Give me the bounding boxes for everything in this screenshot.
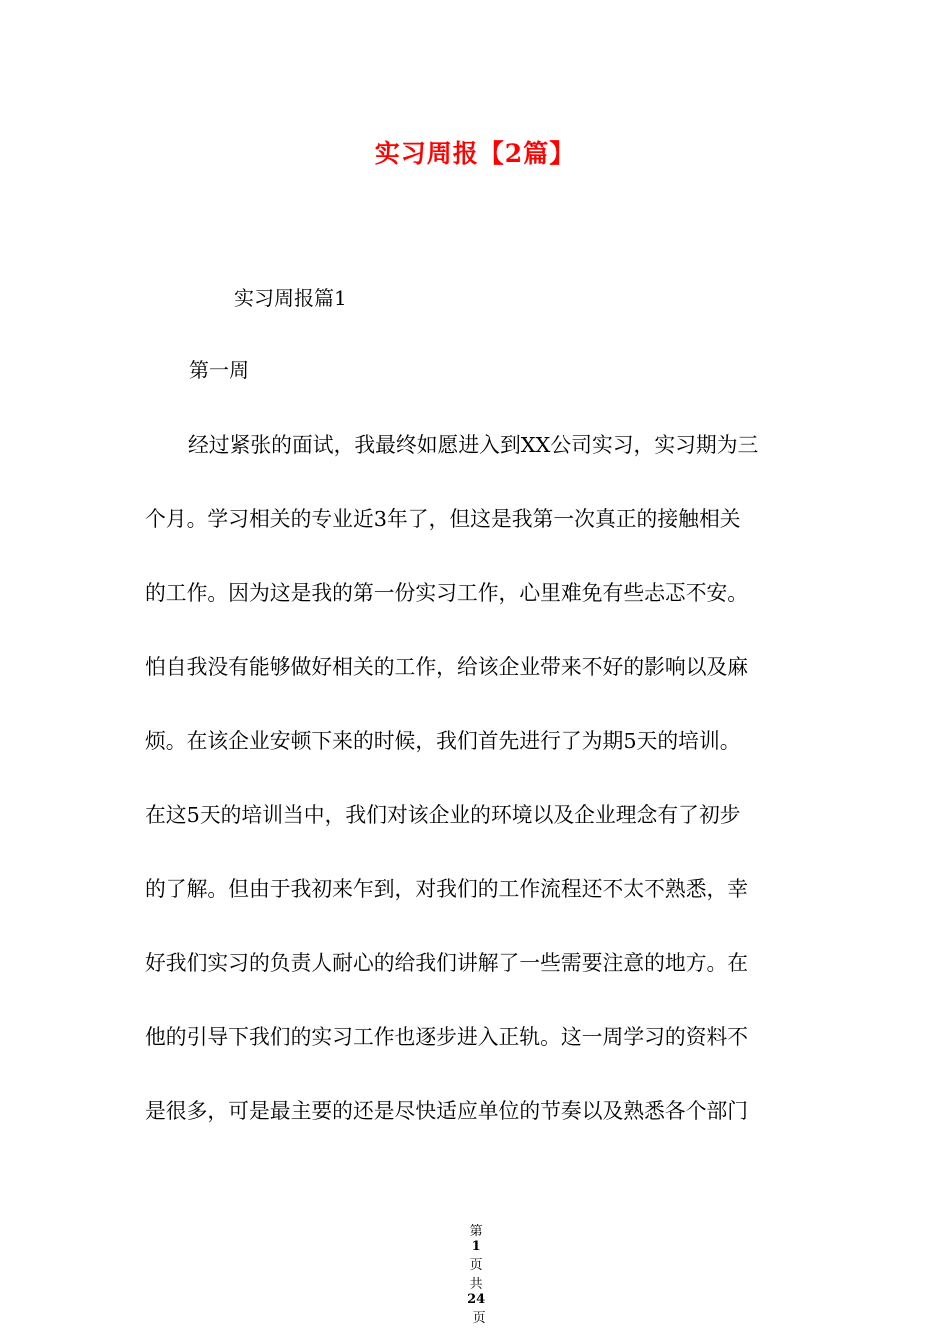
total-suffix: 页: [472, 1311, 486, 1326]
paragraph-line: 他的引导下我们的实习工作也逐步进入正轨。这一周学习的资料不: [145, 1025, 749, 1049]
paragraph-line: 好我们实习的负责人耐心的给我们讲解了一些需要注意的地方。在: [145, 951, 749, 975]
page-footer: [0, 1205, 950, 1326]
total-prefix: 共: [469, 1277, 483, 1292]
section-heading: 第一周: [189, 358, 249, 382]
page-prefix: 第: [469, 1224, 483, 1239]
total-pages-number: 24: [467, 1292, 486, 1307]
article-heading: 实习周报篇1: [234, 286, 347, 310]
paragraph-line: 个月。学习相关的专业近3年了，但这是我第一次真正的接触相关: [145, 507, 741, 531]
current-page-number: 1: [471, 1239, 481, 1254]
paragraph-line: 的工作。因为这是我的第一份实习工作，心里难免有些忐忑不安。: [145, 581, 749, 605]
body-paragraph: [145, 420, 810, 1160]
document-title: 实习周报【2篇】: [374, 139, 576, 168]
paragraph-line: 烦。在该企业安顿下来的时候，我们首先进行了为期5天的培训。: [145, 729, 741, 753]
paragraph-line: 怕自我没有能够做好相关的工作，给该企业带来不好的影响以及麻: [145, 655, 749, 679]
page-word: 页: [469, 1258, 483, 1273]
paragraph-line: 的了解。但由于我初来乍到，对我们的工作流程还不太不熟悉，幸: [145, 877, 749, 901]
paragraph-line: 是很多，可是最主要的还是尽快适应单位的节奏以及熟悉各个部门: [145, 1099, 749, 1123]
paragraph-line: 在这5天的培训当中，我们对该企业的环境以及企业理念有了初步: [145, 803, 741, 827]
paragraph-line: 经过紧张的面试，我最终如愿进入到XX公司实习，实习期为三: [188, 433, 759, 457]
